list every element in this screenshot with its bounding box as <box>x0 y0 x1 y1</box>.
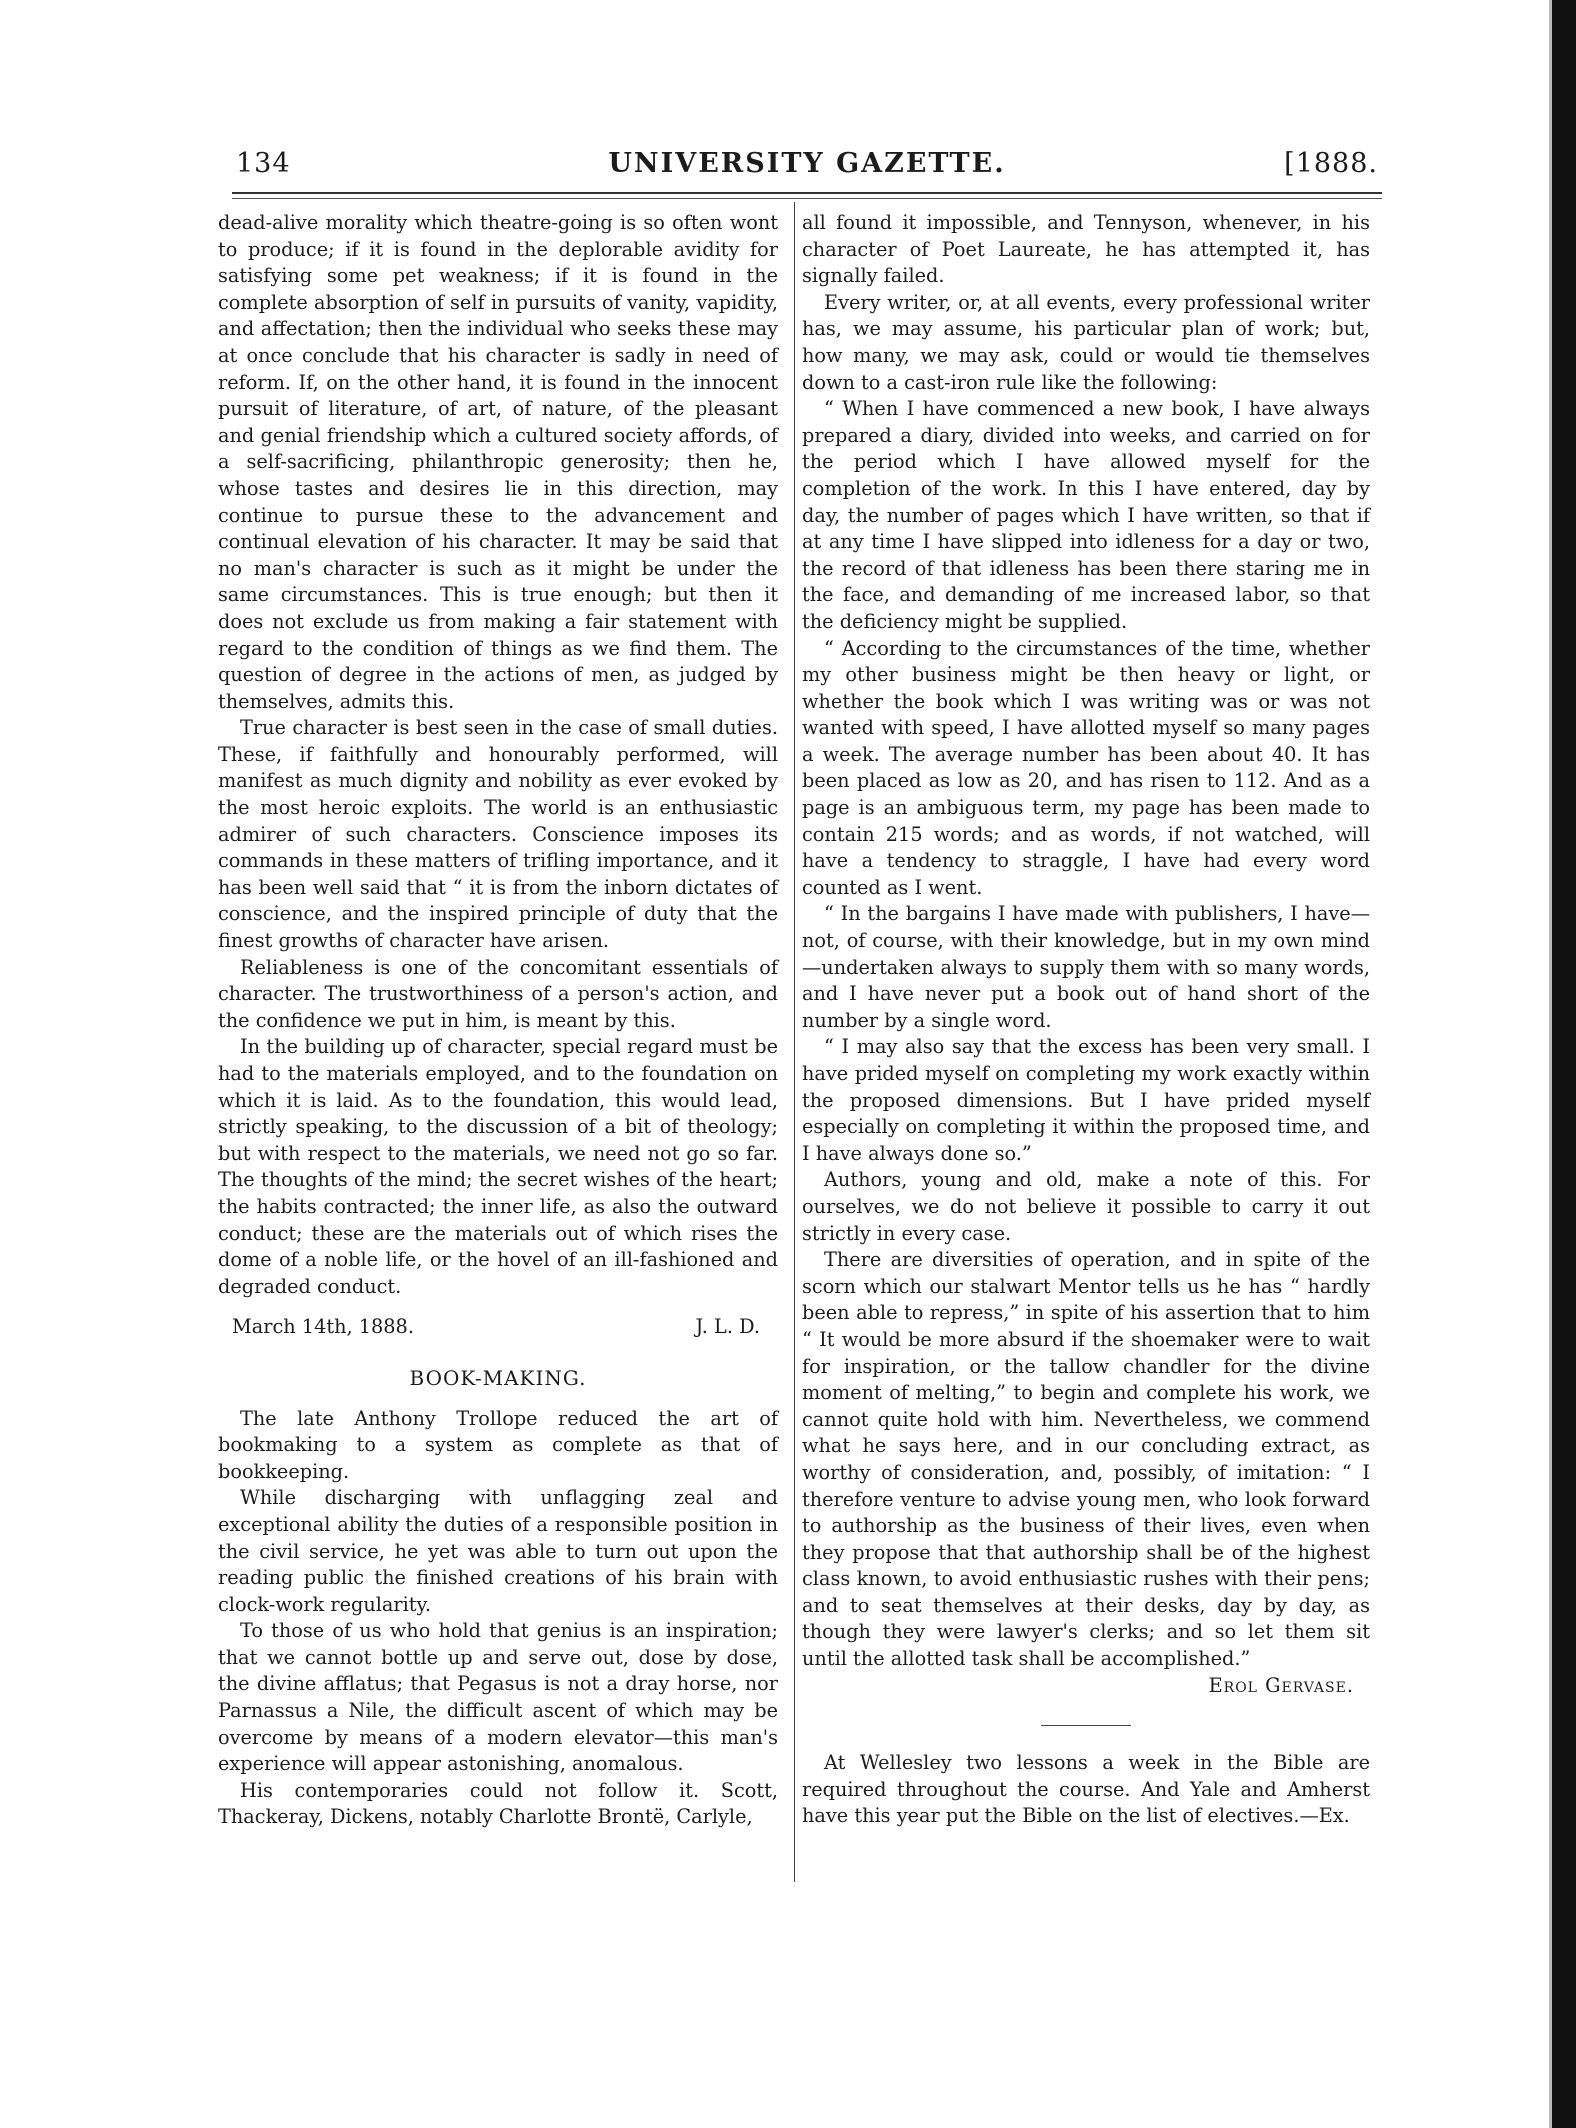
quote-paragraph: “ In the bargains I have made with publishers, I have—not, of course, with their knowledge, but in my own mind—undertaken always to supply them with so many words, and I have never put a book out of hand short of the number by a single word. <box>802 902 1370 1032</box>
running-header <box>232 148 1382 184</box>
publication-title: UNIVERSITY GAZETTE. <box>608 148 1006 179</box>
paragraph: To those of us who hold that genius is an inspiration; that we cannot bottle up and serve out, dose by dose, the divine afflatus; that Pegasus is not a dray horse, nor Parnassus a Nile, the difficult ascent of which may be overcome by means of a modern elevator—this man's experience will appear astonishing, anomalous. <box>218 1619 778 1776</box>
paragraph: In the building up of character, special regard must be had to the materials employed, and to the foundation on which it is laid. As to the foundation, this would lead, strictly speaking, to the discussion of a bit of theology; but with respect to the materials, we need not go so far. The thoughts of the mind; the secret wishes of the heart; the habits contracted; the inner life, as also the outward conduct; these are the materials out of which rises the dome of a noble life, or the hovel of an ill-fashioned and degraded conduct. <box>218 1035 778 1298</box>
paragraph: Reliableness is one of the concomitant essentials of character. The trustworthiness of a person's action, and the confidence we put in him, is meant by this. <box>218 955 778 1032</box>
paragraph: True character is best seen in the case of small duties. These, if faithfully and honourably performed, will manifest as much dignity and nobility as ever evoked by the most heroic exploits. The world is an enthusiastic admirer of such characters. Conscience imposes its commands in these matters of trifling importance, and it has been well said that “ it is from the inborn dictates of conscience, and the inspired principle of duty that the finest growths of character have arisen. <box>218 716 778 953</box>
news-note: At Wellesley two lessons a week in the Bible are required throughout the course. And Yale and Amherst have this year put the Bible on the list of electives.—Ex. <box>802 1751 1370 1828</box>
quote-paragraph: “ When I have commenced a new book, I have always prepared a diary, divided into weeks, and carried on for the period which I have allowed myself for the completion of the work. In this I have entered, day by day, the number of pages which I have written, so that if at any time I have slipped into idleness for a day or two, the record of that idleness has been there staring me in the face, and demanding of me increased labor, so that the deficiency might be supplied. <box>802 397 1370 633</box>
left-column <box>218 210 778 1831</box>
section-heading: BOOK-MAKING. <box>409 1365 587 1390</box>
paragraph: While discharging with unflagging zeal and exceptional ability the duties of a responsible position in the civil service, he yet was able to turn out upon the reading public the finished creations of his brain with clock-work regularity. <box>218 1486 778 1616</box>
paragraph: His contemporaries could not follow it. Scott, Thackeray, Dickens, notably Charlotte Brontë, Carlyle, <box>218 1778 778 1829</box>
paragraph: Authors, young and old, make a note of this. For ourselves, we do not believe it possible to carry it out strictly in every case. <box>802 1168 1370 1245</box>
right-column <box>802 210 1370 1830</box>
paragraph: dead-alive morality which theatre-going is so often wont to produce; if it is found in the deplorable avidity for satisfying some pet weakness; if it is found in the complete absorption of self in pursuits of vanity, vapidity, and affectation; then the individual who seeks these may at once conclude that his character is sadly in need of reform. If, on the other hand, it is found in the innocent pursuit of literature, of art, of nature, of the pleasant and genial friendship which a cultured society affords, of a self-sacrificing, philanthropic generosity; then he, whose tastes and desires lie in this direction, may continue to pursue these to the advancement and continual elevation of his character. It may be said that no man's character is such as it might be under the same circumstances. This is true enough; but then it does not exclude us from making a fair statement with regard to the condition of things as we find them. The question of degree in the actions of men, as judged by themselves, admits this. <box>218 211 778 713</box>
signoff-initials: J. L. D. <box>695 1315 760 1339</box>
paragraph: Every writer, or, at all events, every professional writer has, we may assume, his particular plan of work; but, how many, we may ask, could or would tie themselves down to a cast-iron rule like the following: <box>802 290 1370 394</box>
author-signature: Erol Gervase. <box>1208 1673 1354 1697</box>
signoff-date: March 14th, 1888. <box>232 1315 414 1339</box>
page-number: 134 <box>236 148 291 179</box>
paragraph: The late Anthony Trollope reduced the art of bookmaking to a system as complete as that of bookkeeping. <box>218 1406 778 1483</box>
column-divider <box>794 202 795 1882</box>
quote-paragraph: “ According to the circumstances of the time, whether my other business might be then heavy or light, or whether the book which I was writing was or was not wanted with speed, I have allotted myself so many pages a week. The average number has been about 40. It has been placed as low as 20, and has risen to 112. And as a page is an ambiguous term, my page has been made to contain 215 words; and as words, if not watched, will have a tendency to straggle, I have had every word counted as I went. <box>802 636 1370 899</box>
quote-paragraph: “ I may also say that the excess has been very small. I have prided myself on completing my work exactly within the proposed dimensions. But I have prided myself especially on completing it within the proposed time, and I have always done so.” <box>802 1035 1370 1165</box>
header-rule-thin <box>232 198 1382 199</box>
page-edge <box>1552 0 1576 2128</box>
header-rule <box>232 192 1382 194</box>
article-signoff <box>218 1314 778 1341</box>
separator-rule <box>1041 1725 1131 1726</box>
paragraph: There are diversities of operation, and in spite of the scorn which our stalwart Mentor tells us he has “ hardly been able to repress,” in spite of his assertion that to him “ It would be more absurd if the shoemaker were to wait for inspiration, or the tallow chandler for the divine moment of melting,” to begin and complete his work, we cannot quite hold with him. Nevertheless, we commend what he says here, and in our concluding extract, as worthy of consideration, and, possibly, of imitation: “ I therefore venture to advise young men, who look forward to authorship as the business of their lives, even when they propose that that authorship shall be of the highest class known, to avoid enthusiastic rushes with their pens; and to seat themselves at their desks, day by day, as though they were lawyer's clerks; and so let them sit until the allotted task shall be accomplished.” <box>802 1248 1370 1671</box>
header-year: [1888. <box>1284 148 1378 179</box>
paragraph: all found it impossible, and Tennyson, whenever, in his character of Poet Laureate, he has attempted it, has signally failed. <box>802 211 1370 288</box>
